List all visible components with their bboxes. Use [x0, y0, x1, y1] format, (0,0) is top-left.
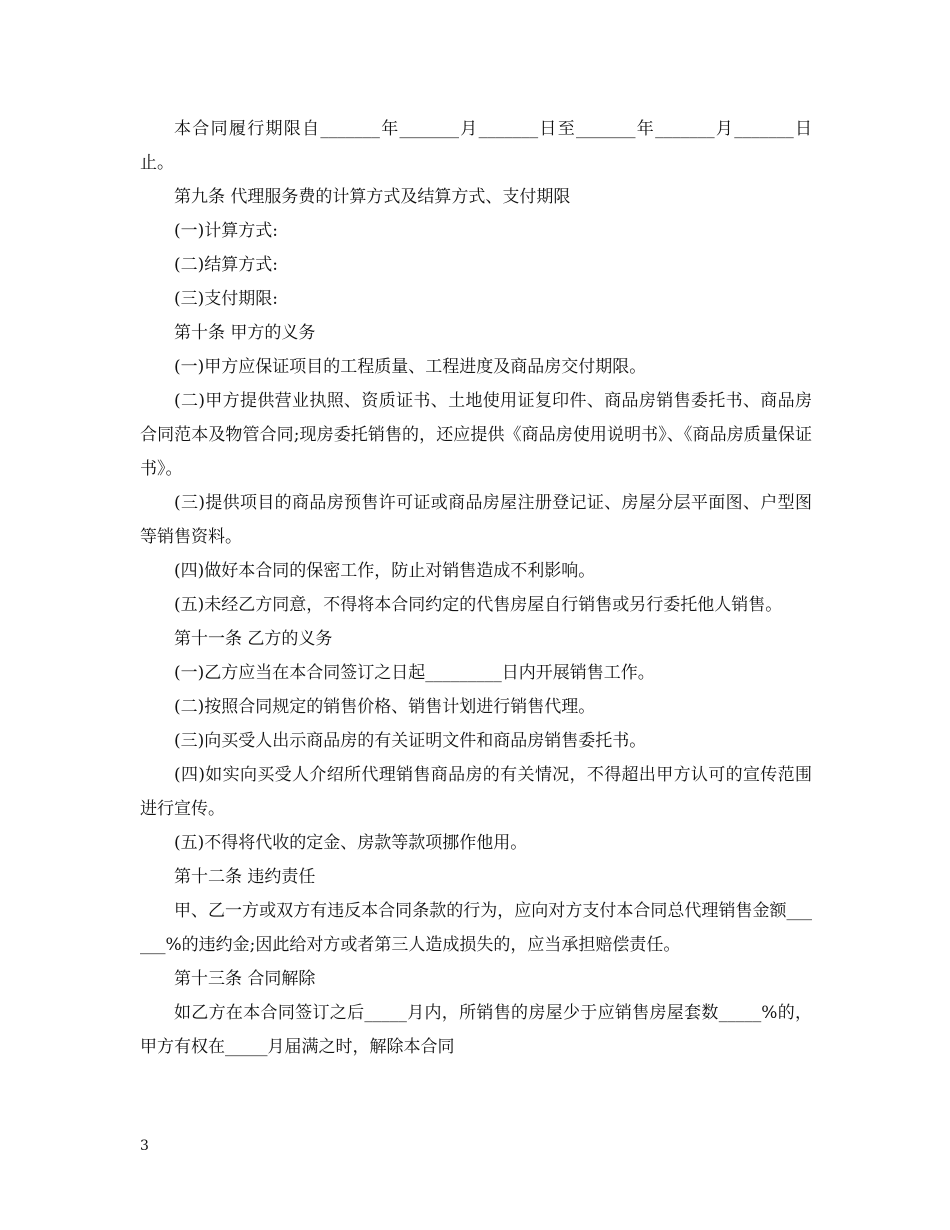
paragraph: (二)结算方式: [174, 255, 278, 275]
heading-article-10: 第十条 甲方的义务 [174, 323, 316, 343]
page-number: 3 [140, 1138, 149, 1154]
heading-article-13: 第十三条 合同解除 [174, 969, 316, 989]
paragraph: (四)如实向买受人介绍所代理销售商品房的有关情况，不得超出甲方认可的宣传范围进行宣传。 [140, 765, 812, 819]
paragraph: 如乙方在本合同签订之后_____月内，所销售的房屋少于应销售房屋套数_____%的，甲方有权在_____月届满之时，解除本合同 [140, 1003, 812, 1057]
paragraph: (三)提供项目的商品房预售许可证或商品房屋注册登记证、房屋分层平面图、户型图等销售资料。 [140, 493, 812, 547]
paragraph: 甲、乙一方或双方有违反本合同条款的行为，应向对方支付本合同总代理销售金额______%的违约金;因此给对方或者第三人造成损失的，应当承担赔偿责任。 [140, 901, 812, 955]
paragraph: (二)按照合同规定的销售价格、销售计划进行销售代理。 [174, 697, 596, 717]
paragraph: (一)甲方应保证项目的工程质量、工程进度及商品房交付期限。 [174, 357, 647, 377]
paragraph: (二)甲方提供营业执照、资质证书、土地使用证复印件、商品房销售委托书、商品房合同范本及物管合同;现房委托销售的，还应提供《商品房使用说明书》、《商品房质量保证书》。 [140, 391, 812, 479]
paragraph: (一)乙方应当在本合同签订之日起_________日内开展销售工作。 [174, 663, 655, 683]
heading-article-12: 第十二条 违约责任 [174, 867, 316, 887]
paragraph: (三)支付期限: [174, 289, 278, 309]
heading-article-11: 第十一条 乙方的义务 [174, 629, 333, 649]
document-body [140, 112, 812, 1064]
paragraph: (五)不得将代收的定金、房款等款项挪作他用。 [174, 833, 528, 853]
paragraph: (三)向买受人出示商品房的有关证明文件和商品房销售委托书。 [174, 731, 647, 751]
paragraph: (四)做好本合同的保密工作，防止对销售造成不利影响。 [174, 561, 596, 581]
heading-article-9: 第九条 代理服务费的计算方式及结算方式、支付期限 [174, 187, 571, 207]
paragraph-term-period: 本合同履行期限自_______年_______月_______日至_______年_______月_______日止。 [140, 119, 812, 173]
paragraph: (一)计算方式: [174, 221, 278, 241]
paragraph: (五)未经乙方同意，不得将本合同约定的代售房屋自行销售或另行委托他人销售。 [174, 595, 783, 615]
